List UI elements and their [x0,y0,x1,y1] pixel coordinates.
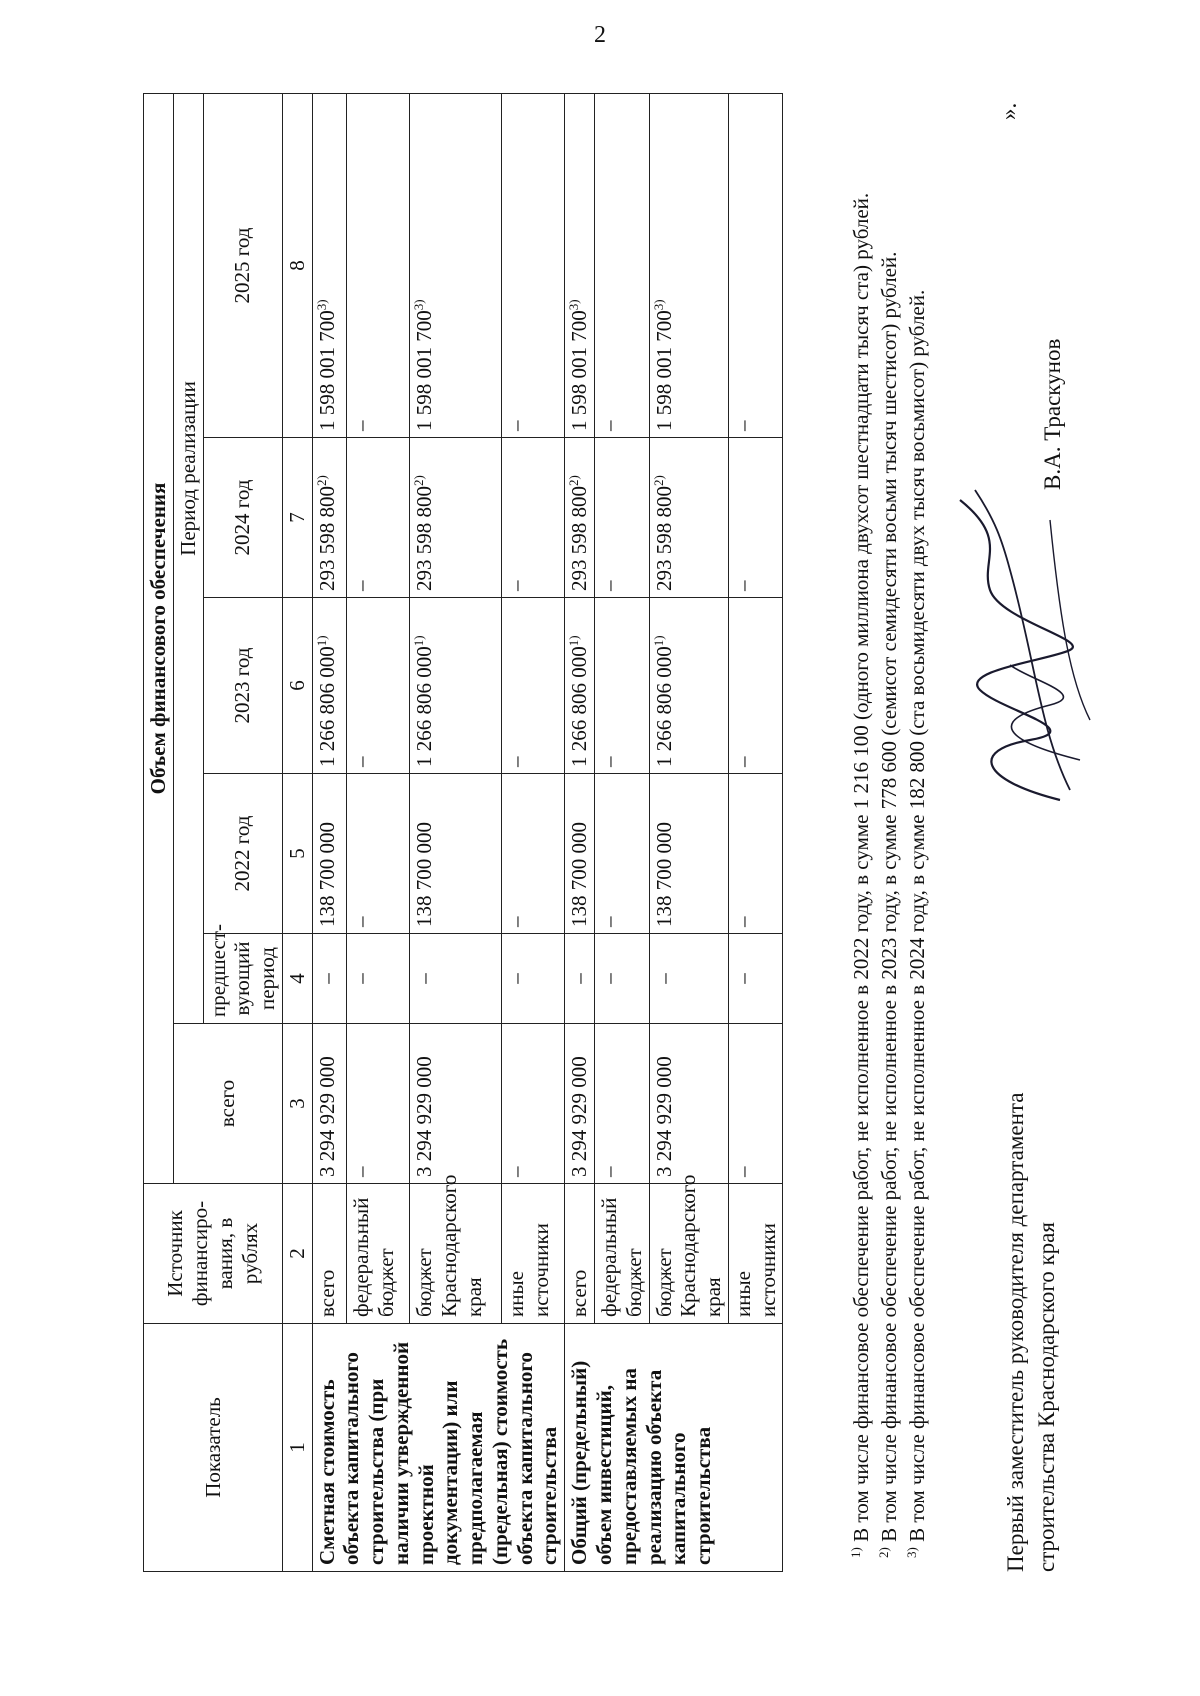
y2023-cell: – [347,598,410,774]
position-line-1: Первый заместитель руководителя департамента [1003,1092,1028,1572]
prev-period-cell: – [728,934,783,1024]
total-cell: 3 294 929 000 [649,1024,728,1184]
col-number: 4 [282,934,312,1024]
y2024-cell: – [347,438,410,598]
table-row [565,93,595,1571]
y2024-cell: 293 598 800$^{2)}$ [565,438,595,598]
period-group-label: Период реализации [175,381,200,556]
footnote-1: $^{1)}$ В том числе финансовое обеспечение работ, не исполненное в 2022 году, в сумме 1 216 100 (одного миллиона двухсот шестнадцати тысяч ста) рублей. [848,192,873,1558]
footnote-ref: 1) [411,635,427,647]
footnote-ref: 1) [650,635,666,647]
footnote-2: $^{2)}$ В том числе финансовое обеспечение работ, не исполненное в 2023 году, в сумме 778 600 (семисот семидесяти восьми тысяч шестисот) рублей. [875,251,901,1558]
footnote-ref: 1) [313,635,329,647]
prev-period-cell: – [595,934,650,1024]
footnotes [848,94,932,1572]
y2025-cell: 1 598 001 700$^{3)}$ [410,93,502,437]
y2023-cell: – [595,598,650,774]
table-row [312,93,346,1571]
source-cell: всего [312,1184,346,1324]
rotated-landscape-content [0,80,1150,1640]
header-2024: 2024 год [203,438,282,598]
y2023-cell: 1 266 806 000$^{1)}$ [312,598,346,774]
footnote-ref: 3) [313,299,329,311]
y2025-cell: 1 598 001 700$^{3)}$ [312,93,346,437]
header-2022: 2022 год [203,774,282,934]
prev-period-cell: – [347,934,410,1024]
y2022-cell: – [595,774,650,934]
source-cell: иные источники [728,1184,783,1324]
source-cell: всего [565,1184,595,1324]
table-body [312,93,783,1571]
y2025-cell: 1 598 001 700$^{3)}$ [565,93,595,437]
y2022-cell: 138 700 000 [649,774,728,934]
footnote-3: $^{3)}$ В том числе финансовое обеспечение работ, не исполненное в 2024 году, в сумме 182 800 (ста восьмидесяти двух тысяч восьмисот) рублей. [903,289,929,1558]
source-cell: федеральный бюджет [595,1184,650,1324]
header-2023: 2023 год [203,598,282,774]
col-number: 3 [282,1024,312,1184]
source-cell: федеральный бюджет [347,1184,410,1324]
y2023-cell: 1 266 806 000$^{1)}$ [565,598,595,774]
footnote-ref: 1) [566,635,582,647]
footnote-ref: 2) [650,475,666,486]
footnote-ref: 2) [566,475,582,486]
total-cell: 3 294 929 000 [565,1024,595,1184]
footnote-ref: 3) [650,299,666,311]
y2025-cell: – [347,93,410,437]
y2024-cell: – [502,438,565,598]
y2022-cell: – [728,774,783,934]
y2025-cell: – [595,93,650,437]
col-number: 2 [282,1184,312,1324]
col-number: 7 [282,438,312,598]
y2022-cell: – [502,774,565,934]
y2024-cell: 293 598 800$^{2)}$ [649,438,728,598]
closing-quote: ». [996,102,1021,120]
page-number: 2 [594,22,606,48]
prev-period-cell: – [649,934,728,1024]
y2022-cell: 138 700 000 [565,774,595,934]
signer-name: В.А. Траскунов [1040,338,1065,490]
footnote-ref: 2) [411,475,427,486]
col-number: 6 [282,598,312,774]
y2025-cell: – [502,93,565,437]
y2022-cell: 138 700 000 [410,774,502,934]
header-2025: 2025 год [203,93,282,437]
source-cell: бюджет Краснодарского края [410,1184,502,1324]
prev-period-cell: – [565,934,595,1024]
footnote-ref: 3) [411,299,427,311]
header-indicator: Показатель [144,1324,283,1572]
y2023-cell: 1 266 806 000$^{1)}$ [649,598,728,774]
total-cell: – [728,1024,783,1184]
y2025-cell: 1 598 001 700$^{3)}$ [649,93,728,437]
y2024-cell: 293 598 800$^{2)}$ [312,438,346,598]
total-cell: – [502,1024,565,1184]
source-cell: бюджет Краснодарского края [649,1184,728,1324]
y2022-cell: 138 700 000 [312,774,346,934]
total-cell: 3 294 929 000 [312,1024,346,1184]
y2023-cell: 1 266 806 000$^{1)}$ [410,598,502,774]
indicator-cell: Сметная стоимость объекта капитального строительства (при наличии утвержденной проектной документации) или предполагаемая (предельная) стоимость объекта капитального строительства [312,1324,565,1572]
indicator-cell: Общий (предельный) объем инвестиций, предоставляемых на реализацию объекта капитального строительства [565,1324,783,1572]
total-cell: – [595,1024,650,1184]
prev-period-cell: – [312,934,346,1024]
y2022-cell: – [347,774,410,934]
col-number: 8 [282,93,312,437]
y2023-cell: – [502,598,565,774]
header-total: всего [173,1024,282,1184]
source-cell: иные источники [502,1184,565,1324]
prev-period-cell: – [410,934,502,1024]
prev-period-cell: – [502,934,565,1024]
header-period-group [173,93,203,1023]
y2024-cell: – [595,438,650,598]
footnote-ref: 2) [313,475,329,486]
signer-position [1000,872,1062,1572]
col-number: 5 [282,774,312,934]
handwritten-signature [940,480,1110,820]
y2024-cell: – [728,438,783,598]
y2025-cell: – [728,93,783,437]
position-line-2: строительства Краснодарского края [1034,1222,1060,1572]
total-cell: – [347,1024,410,1184]
table-title: Объем финансового обеспечения [144,93,174,1183]
y2023-cell: – [728,598,783,774]
col-number: 1 [282,1324,312,1572]
header-source: Источник финансиро-вания, в рублях [144,1184,283,1324]
footnote-ref: 3) [566,299,582,311]
y2024-cell: 293 598 800$^{2)}$ [410,438,502,598]
financing-table [143,93,783,1572]
header-prev-period: предшест-вующий период [203,934,282,1024]
total-cell: 3 294 929 000 [410,1024,502,1184]
